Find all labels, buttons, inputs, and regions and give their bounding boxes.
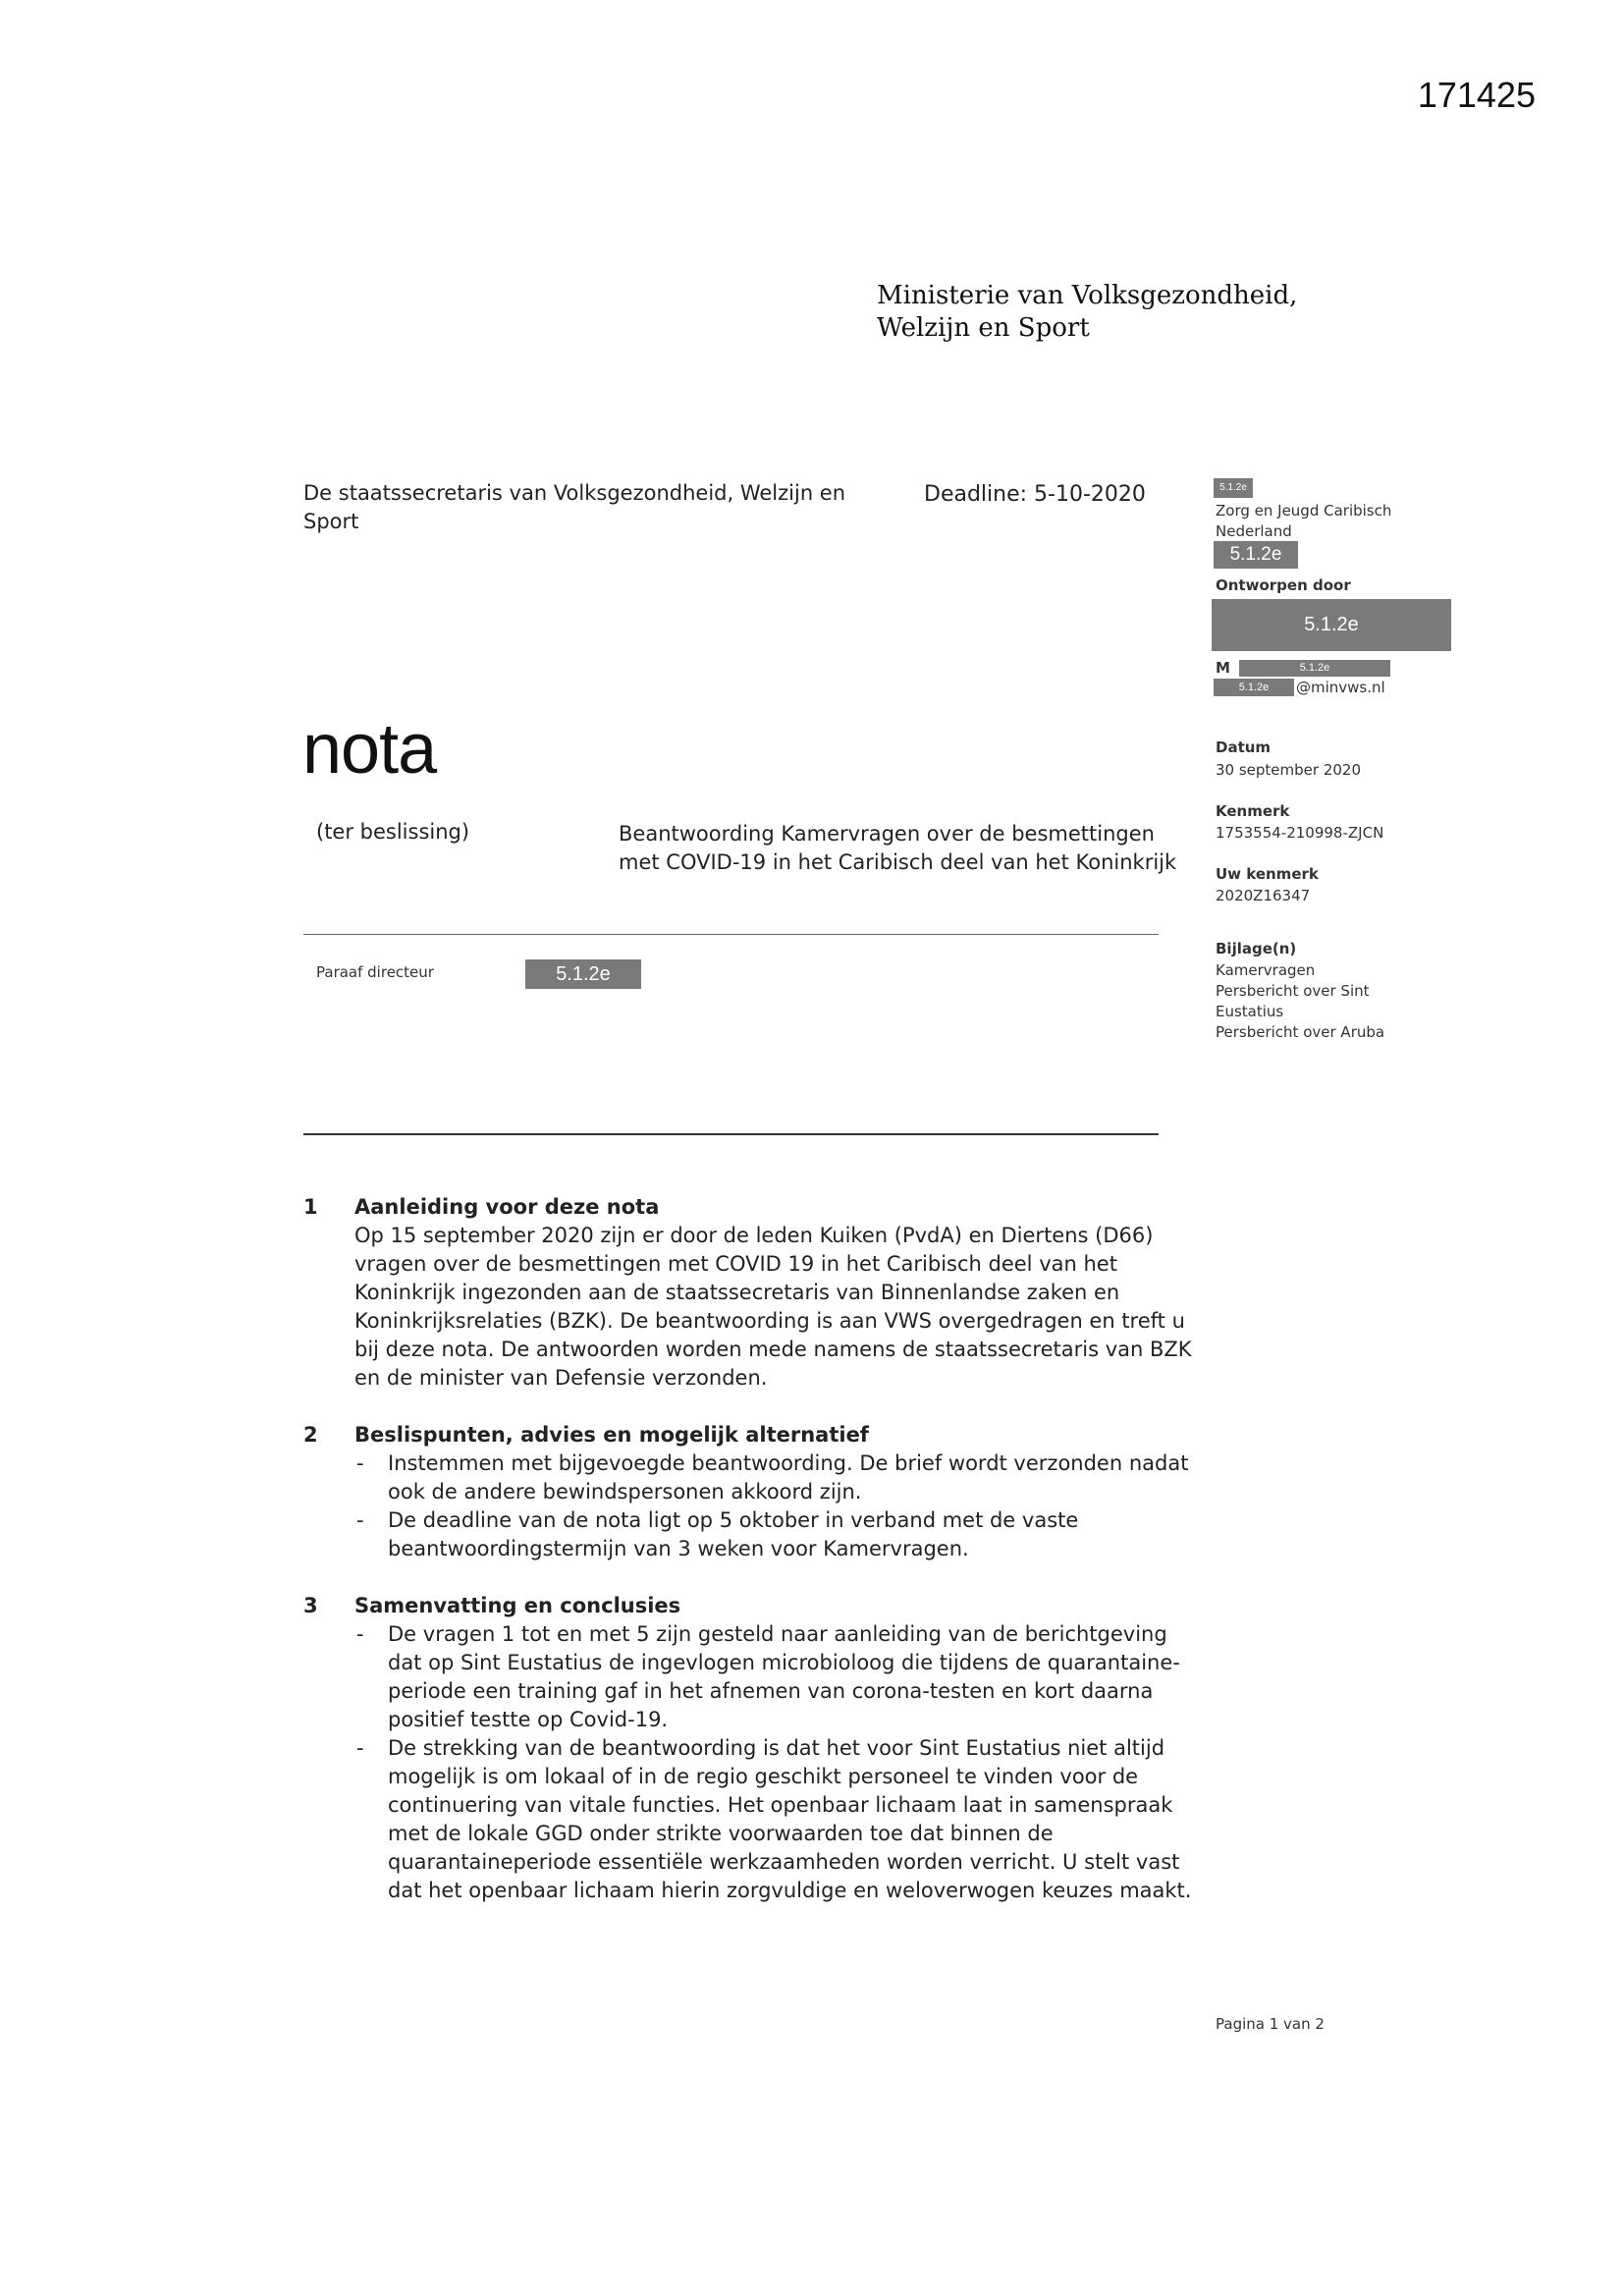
- ministry-name: [877, 280, 1297, 345]
- section-bullets: [354, 1620, 1197, 1905]
- document-title: nota: [302, 710, 437, 789]
- sidebar-designed-by-label: Ontworpen door: [1216, 576, 1351, 594]
- sidebar-date-label: Datum: [1216, 738, 1272, 756]
- ministry-line-1: Ministerie van Volksgezondheid,: [877, 281, 1298, 310]
- divider: [303, 1133, 1159, 1135]
- section-number: 3: [303, 1594, 318, 1617]
- sidebar-your-reference-label: Uw kenmerk: [1216, 865, 1319, 883]
- sidebar-date-value: 30 september 2020: [1216, 761, 1362, 779]
- sidebar-email: @minvws.nl: [1296, 679, 1385, 696]
- sidebar-reference-value: 1753554-210998-ZJCN: [1216, 824, 1384, 842]
- redaction-block: 5.1.2e: [1214, 679, 1294, 696]
- section-heading: Beslispunten, advies en mogelijk alternatief: [354, 1423, 869, 1447]
- section-number: 1: [303, 1195, 318, 1219]
- deadline: Deadline: 5-10-2020: [924, 482, 1146, 507]
- bullet-item: - De deadline van de nota ligt op 5 oktober in verband met de vaste beantwoordingstermijn van 3 weken voor Kamervragen.: [354, 1506, 1197, 1563]
- attachment-item: Kamervragen: [1216, 961, 1316, 979]
- attachment-item: Persbericht over Aruba: [1216, 1023, 1385, 1041]
- sidebar-your-reference-value: 2020Z16347: [1216, 887, 1311, 904]
- section-number: 2: [303, 1423, 318, 1447]
- document-status: (ter beslissing): [316, 820, 470, 844]
- section-2: [303, 1421, 1197, 1563]
- bullet-item: - De strekking van de beantwoording is dat het voor Sint Eustatius niet altijd mogelijk is om lokaal of in de regio geschikt personeel te vinden voor de continuering van vitale functies. Het openbaar lichaam laat in samenspraak met de lokale GGD onder strikte voorwaarden toe dat binnen de quarantaineperiode essentiële werkzaamheden worden verricht. U stelt vast dat het openbaar lichaam hierin zorgvuldige en weloverwogen keuzes maakt.: [354, 1734, 1197, 1905]
- ministry-line-2: Welzijn en Sport: [877, 313, 1090, 343]
- divider: [303, 934, 1159, 935]
- section-1: [303, 1193, 1197, 1393]
- section-body: Op 15 september 2020 zijn er door de leden Kuiken (PvdA) en Diertens (D66) vragen over de besmettingen met COVID 19 in het Caribisch deel van het Koninkrijk ingezonden aan de staatssecretaris van Binnenlandse zaken en Koninkrijksrelaties (BZK). De beantwoording is aan VWS overgedragen en treft u bij deze nota. De antwoorden worden mede namens de staatssecretaris van BZK en de minister van Defensie verzonden.: [354, 1224, 1192, 1390]
- sidebar-reference-label: Kenmerk: [1216, 802, 1290, 820]
- paraaf-label: Paraaf directeur: [316, 963, 434, 981]
- redaction-block: 5.1.2e: [1214, 478, 1253, 498]
- document-id: 171425: [1417, 75, 1536, 115]
- bullet-item: - Instemmen met bijgevoegde beantwoording. De brief wordt verzonden nadat ook de andere bewindspersonen akkoord zijn.: [354, 1449, 1197, 1506]
- section-heading: Aanleiding voor deze nota: [354, 1195, 660, 1219]
- page-number: Pagina 1 van 2: [1216, 2015, 1325, 2033]
- redaction-block: 5.1.2e: [1212, 599, 1451, 651]
- sidebar-department: Zorg en Jeugd Caribisch Nederland: [1216, 502, 1392, 540]
- attachment-item: Persbericht over Sint Eustatius: [1216, 982, 1370, 1020]
- sidebar-attachments-list: [1216, 960, 1412, 1043]
- bullet-item: - De vragen 1 tot en met 5 zijn gesteld naar aanleiding van de berichtgeving dat op Sint Eustatius de ingevlogen microbioloog die tijdens de quarantaine-periode een training gaf in het afnemen van corona-testen en kort daarna positief testte op Covid-19.: [354, 1620, 1197, 1734]
- section-3: [303, 1592, 1197, 1905]
- redaction-block: 5.1.2e: [1239, 660, 1390, 677]
- redaction-block: 5.1.2e: [525, 959, 641, 989]
- section-bullets: [354, 1449, 1197, 1563]
- document-subject: Beantwoording Kamervragen over de besmettingen met COVID-19 in het Caribisch deel van het Koninkrijk: [619, 822, 1177, 874]
- addressee: De staatssecretaris van Volksgezondheid, Welzijn en Sport: [303, 481, 846, 533]
- sidebar-attachments-label: Bijlage(n): [1216, 940, 1297, 957]
- sidebar-mobile-label: M: [1216, 659, 1230, 677]
- section-heading: Samenvatting en conclusies: [354, 1594, 681, 1617]
- redaction-block: 5.1.2e: [1214, 541, 1298, 569]
